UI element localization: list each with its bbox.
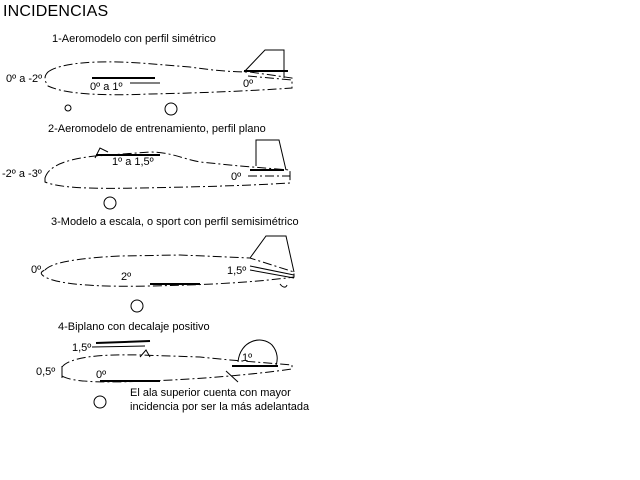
model-1-tail-angle: 0º xyxy=(243,78,254,90)
model-3-nose-angle: 0º xyxy=(31,264,42,276)
model-2-wing-angle: 1º a 1,5º xyxy=(112,156,154,168)
model-4-upper-wing-angle: 1,5º xyxy=(72,342,92,354)
page-title: INCIDENCIAS xyxy=(3,3,109,20)
caption-model-3: 3-Modelo a escala, o sport con perfil semisimétrico xyxy=(51,216,299,228)
model-2-nose-angle: -2º a -3º xyxy=(2,168,42,180)
aircraft-2-drawing xyxy=(45,140,290,209)
caption-model-2: 2-Aeromodelo de entrenamiento, perfil plano xyxy=(48,123,266,135)
model-4-tail-angle: 1º xyxy=(242,352,253,364)
model-1-nose-angle: 0º a -2º xyxy=(6,73,43,85)
aircraft-3-drawing xyxy=(41,236,294,312)
model-2-tail-angle: 0º xyxy=(231,171,242,183)
model-4-nose-angle: 0,5º xyxy=(36,366,56,378)
model-1-wing-angle: 0º a 1º xyxy=(90,81,123,93)
model-4-note-line-1: El ala superior cuenta con mayor xyxy=(130,387,291,399)
caption-model-4: 4-Biplano con decalaje positivo xyxy=(58,321,210,333)
model-3-tail-angle: 1,5º xyxy=(227,265,247,277)
model-3-wing-angle: 2º xyxy=(121,271,132,283)
model-4-lower-wing-angle: 0º xyxy=(96,369,107,381)
caption-model-1: 1-Aeromodelo con perfil simétrico xyxy=(52,33,216,45)
aircraft-1-drawing xyxy=(45,50,292,115)
model-4-note-line-2: incidencia por ser la más adelantada xyxy=(130,401,310,413)
